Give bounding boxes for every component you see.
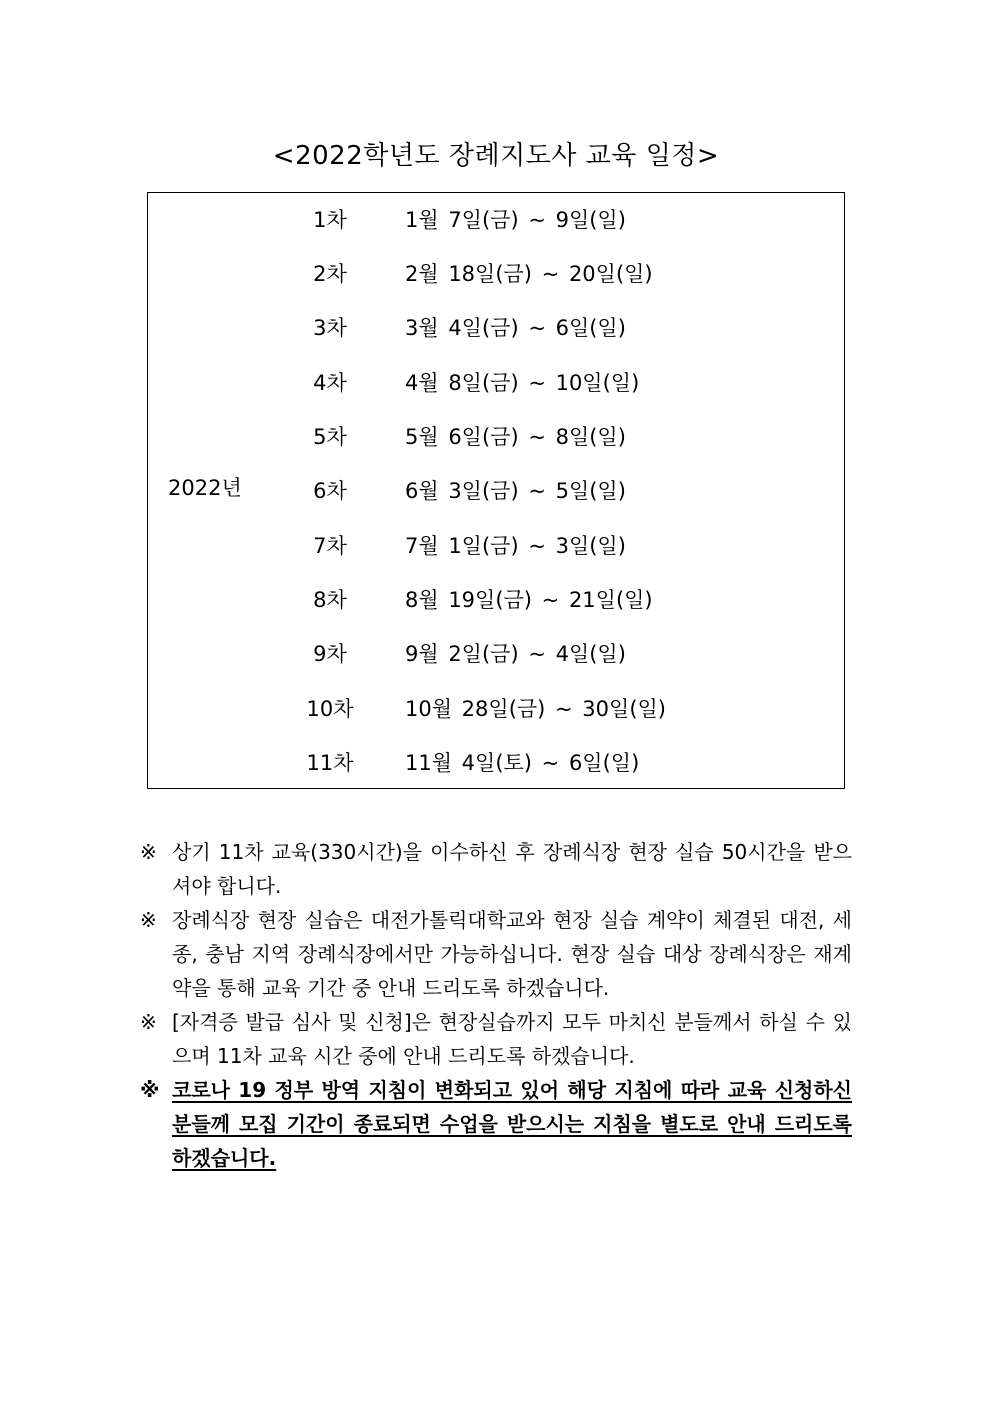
date-range: 5월 6일(금) ~ 8일(일) xyxy=(405,425,626,449)
note-text: 상기 11차 교육(330시간)을 이수하신 후 장례식장 현장 실습 50시간을 받으셔야 합니다. xyxy=(172,840,852,898)
note-item xyxy=(140,903,852,1005)
date-range: 2월 18일(금) ~ 20일(일) xyxy=(405,262,653,286)
date-range: 6월 3일(금) ~ 5일(일) xyxy=(405,479,626,503)
page-title: <2022학년도 장례지도사 교육 일정> xyxy=(272,141,720,171)
note-text: [자격증 발급 심사 및 신청]은 현장실습까지 모두 마치신 분들께서 하실 수 있으며 11차 교육 시간 중에 안내 드리도록 하겠습니다. xyxy=(172,1010,852,1068)
note-item xyxy=(140,1005,852,1073)
round-label: 7차 xyxy=(313,534,347,558)
date-range: 3월 4일(금) ~ 6일(일) xyxy=(405,316,626,340)
date-range: 9월 2일(금) ~ 4일(일) xyxy=(405,642,626,666)
date-range: 1월 7일(금) ~ 9일(일) xyxy=(405,208,626,232)
important-note xyxy=(140,1073,852,1175)
note-text: 장례식장 현장 실습은 대전가톨릭대학교와 현장 실습 계약이 체결된 대전, 세종, 충남 지역 장례식장에서만 가능하십니다. 현장 실습 대상 장례식장은 재계약을 통해 교육 기간 중 안내 드리도록 하겠습니다. xyxy=(172,908,852,1000)
round-label: 4차 xyxy=(313,371,347,395)
round-label: 1차 xyxy=(313,208,347,232)
year-label: 2022년 xyxy=(168,476,242,500)
round-label: 9차 xyxy=(313,642,347,666)
date-range: 10월 28일(금) ~ 30일(일) xyxy=(405,697,666,721)
round-label: 8차 xyxy=(313,588,347,612)
notes-section xyxy=(140,835,852,1175)
schedule-table xyxy=(147,192,845,789)
date-range: 4월 8일(금) ~ 10일(일) xyxy=(405,371,640,395)
note-text: 코로나 19 정부 방역 지침이 변화되고 있어 해당 지침에 따라 교육 신청하신 분들께 모집 기간이 종료되면 수업을 받으시는 지침을 별도로 안내 드리도록 하겠습니다. xyxy=(172,1078,852,1170)
date-range: 11월 4일(토) ~ 6일(일) xyxy=(405,751,640,775)
round-label: 11차 xyxy=(306,751,354,775)
reference-mark-icon: ※ xyxy=(140,840,157,864)
round-label: 10차 xyxy=(306,697,354,721)
note-item xyxy=(140,835,852,903)
date-range: 7월 1일(금) ~ 3일(일) xyxy=(405,534,626,558)
reference-mark-icon: ※ xyxy=(140,1010,157,1034)
reference-mark-icon: ※ xyxy=(140,908,157,932)
reference-mark-icon: ※ xyxy=(140,1078,160,1102)
date-range: 8월 19일(금) ~ 21일(일) xyxy=(405,588,653,612)
round-label: 3차 xyxy=(313,316,347,340)
round-label: 2차 xyxy=(313,262,347,286)
round-label: 5차 xyxy=(313,425,347,449)
round-label: 6차 xyxy=(313,479,347,503)
